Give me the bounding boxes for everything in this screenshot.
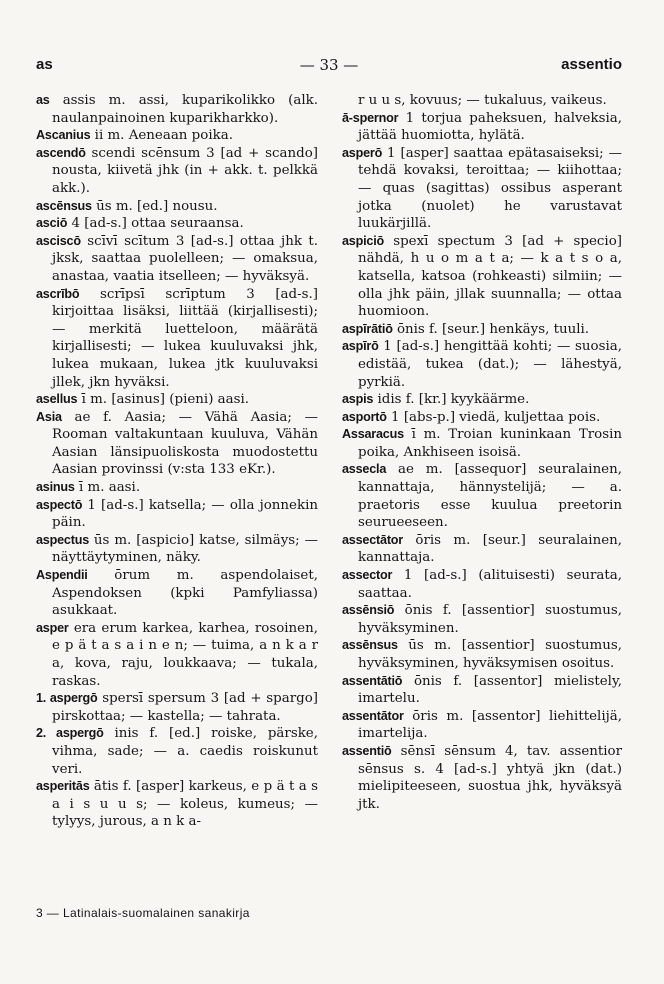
dictionary-entry xyxy=(36,620,318,690)
dictionary-entry xyxy=(342,92,622,110)
entry-headword: 2. aspergō xyxy=(36,726,104,741)
entry-definition: sēnsī sēnsum 4, tav. assentior sēnsus s. 4 [ad-s.] yhtyä jkn (dat.) mielipiteeseen, suostua jhk, hyväksyä jtk. xyxy=(358,743,622,812)
entry-headword: assentātiō xyxy=(342,673,403,688)
entry-definition: ātis f. [asper] karkeus, e p ä t a s a i s u u s; — koleus, kumeus; — tylyys, jurous, a n k a- xyxy=(52,779,318,830)
page-footer: 3 — Latinalais-suomalainen sanakirja xyxy=(36,906,250,920)
entry-headword: aspis xyxy=(342,392,374,407)
entry-headword: asciō xyxy=(36,216,68,231)
entry-headword: asciscō xyxy=(36,233,81,248)
dictionary-entry xyxy=(342,145,622,233)
dictionary-entry xyxy=(36,778,318,831)
dictionary-entry xyxy=(342,602,622,637)
dictionary-entry xyxy=(342,233,622,321)
dictionary-entry xyxy=(342,532,622,567)
entry-headword: assectātor xyxy=(342,532,404,547)
entry-definition: ōnis f. [seur.] henkäys, tuuli. xyxy=(392,321,590,337)
entry-definition: ūs m. [aspicio] katse, silmäys; — näyttäytyminen, näky. xyxy=(52,532,318,566)
dictionary-entry xyxy=(36,532,318,567)
entry-headword: ascēnsus xyxy=(36,198,92,213)
dictionary-entry xyxy=(36,497,318,532)
dictionary-entry xyxy=(342,637,622,672)
entry-definition: ūs m. [assentior] suostumus, hyväksyminen, hyväksymisen osoitus. xyxy=(358,638,622,671)
entry-definition: 1 [ad-s.] hengittää kohti; — suosia, edistää, tukea (dat.); — lähestyä, pyrkiä. xyxy=(358,339,622,390)
entry-definition: inis f. [ed.] roiske, pärske, vihma, sade; — a. caedis roiskunut veri. xyxy=(52,726,318,777)
dictionary-entry xyxy=(342,708,622,743)
dictionary-entry xyxy=(36,286,318,392)
entry-headword: asperō xyxy=(342,145,383,160)
entry-definition: scīvī scītum 3 [ad-s.] ottaa jhk t. jksk, saattaa puolelleen; — omaksua, anastaa, vaatia itselleen; — hyväksyä. xyxy=(52,233,318,284)
dictionary-entry xyxy=(342,321,622,339)
entry-headword: aspectō xyxy=(36,497,83,512)
entry-definition: 1 torjua paheksuen, halveksia, jättää huomiotta, hylätä. xyxy=(358,110,622,144)
dictionary-entry xyxy=(36,725,318,778)
entry-definition: ae f. Aasia; — Vähä Aasia; — Rooman valtakuntaan kuuluva, Vähän Aasian länsipuoliskosta muodostettu Aasian provinssi (v:sta 133 eKr.). xyxy=(52,409,318,478)
dictionary-entry xyxy=(342,426,622,461)
entry-definition: era erum karkea, karhea, rosoinen, e p ä t a s a i n e n; — tuima, a n k a r a, kova, raju, loukkaava; — tukala, raskas. xyxy=(52,620,318,689)
entry-definition: ī m. Troian kuninkaan Trosin poika, Ankhiseen isoisä. xyxy=(358,427,622,460)
dictionary-entry xyxy=(342,673,622,708)
page-header xyxy=(36,56,622,80)
dictionary-entry xyxy=(36,198,318,216)
left-column xyxy=(36,92,318,831)
page-number: — 33 — xyxy=(299,56,359,74)
dictionary-entry xyxy=(36,479,318,497)
entry-headword: assecla xyxy=(342,462,387,477)
dictionary-entry xyxy=(36,215,318,233)
entry-definition: ii m. Aeneaan poika. xyxy=(90,128,233,144)
dictionary-entry xyxy=(36,233,318,286)
dictionary-entry xyxy=(36,145,318,198)
dictionary-entry xyxy=(36,409,318,479)
entry-headword: asper xyxy=(36,620,69,635)
entry-definition: ōris m. [seur.] seuralainen, kannattaja. xyxy=(358,532,622,566)
entry-headword: asinus xyxy=(36,480,75,495)
entry-definition: r u u s, kovuus; — tukaluus, vaikeus. xyxy=(358,93,607,108)
entry-headword: asperitās xyxy=(36,779,90,794)
entry-definition: 1 [ad-s.] (alituisesti) seurata, saattaa. xyxy=(358,568,622,601)
entry-headword: assentātor xyxy=(342,708,404,723)
header-left-guideword: as xyxy=(36,56,53,73)
dictionary-entry xyxy=(342,391,622,409)
dictionary-entry xyxy=(36,127,318,145)
dictionary-entry xyxy=(342,110,622,145)
entry-definition: 1 [ad-s.] katsella; — olla jonnekin päin. xyxy=(52,497,318,531)
entry-definition: ōnis f. [assentior] suostumus, hyväksyminen. xyxy=(358,603,622,636)
entry-headword: Assaracus xyxy=(342,427,404,442)
entry-headword: aspectus xyxy=(36,532,89,547)
entry-definition: 1 [abs-p.] viedä, kuljettaa pois. xyxy=(386,409,601,425)
dictionary-entry xyxy=(342,338,622,391)
entry-headword: Aspendii xyxy=(36,568,88,583)
entry-headword: ascendō xyxy=(36,145,86,160)
dictionary-entry xyxy=(342,567,622,602)
entry-definition: 4 [ad-s.] ottaa seuraansa. xyxy=(67,216,244,232)
entry-definition: assis m. assi, kuparikolikko (alk. naulanpainoinen kuparikharkko). xyxy=(49,93,318,126)
dictionary-entry xyxy=(36,92,318,127)
entry-definition: spexī spectum 3 [ad + specio] nähdä, h u o m a t a; — k a t s o a, katsella, katsoa (rohkeasti) silmiin; — olla jhk päin, jllak suunnalla; — ottaa huomioon. xyxy=(358,233,622,320)
entry-headword: assēnsiō xyxy=(342,603,395,618)
entry-headword: asellus xyxy=(36,392,78,407)
entry-headword: assector xyxy=(342,568,393,583)
entry-definition: ōris m. [assentor] liehittelijä, imartelija. xyxy=(358,708,622,742)
entry-definition: ae m. [assequor] seuralainen, kannattaja, hännystelijä; — a. praetoris esse kuulua preetorin seurueeseen. xyxy=(358,462,622,531)
entry-definition: ī m. aasi. xyxy=(74,480,141,496)
entry-definition: ōrum m. aspendolaiset, Aspendoksen (kpki Pamfyliassa) asukkaat. xyxy=(52,568,318,619)
entry-headword: as xyxy=(36,93,50,107)
dictionary-entry xyxy=(342,743,622,813)
entry-headword: Asia xyxy=(36,409,62,424)
right-column xyxy=(342,92,622,813)
header-right-guideword: assentio xyxy=(561,56,622,73)
dictionary-entry xyxy=(36,391,318,409)
entry-definition: idis f. [kr.] kyykäärme. xyxy=(373,392,530,408)
entry-headword: 1. aspergō xyxy=(36,691,98,706)
entry-headword: assentiō xyxy=(342,743,392,758)
entry-headword: ā-spernor xyxy=(342,110,399,125)
entry-headword: aspīrātiō xyxy=(342,321,393,336)
dictionary-entry xyxy=(36,690,318,725)
dictionary-entry xyxy=(342,461,622,531)
dictionary-entry xyxy=(342,409,622,427)
entry-headword: aspīrō xyxy=(342,339,379,354)
entry-definition: ōnis f. [assentor] mielistely, imartelu. xyxy=(358,673,622,707)
entry-headword: ascrībō xyxy=(36,286,80,301)
entry-definition: scrīpsī scrīptum 3 [ad-s.] kirjoittaa lisäksi, liittää (kirjallisesti); — merkitä luetteloon, määrätä kirjallisesti; — lukea kuuluvaksi jhk, lukea mukaan, lukea jtk kuuluvaksi jllek, jkn hyväksi. xyxy=(52,286,318,390)
entry-headword: Ascanius xyxy=(36,128,91,143)
entry-definition: ī m. [asinus] (pieni) aasi. xyxy=(77,392,250,408)
entry-definition: 1 [asper] saattaa epätasaiseksi; — tehdä kovaksi, teroittaa; — kiihottaa; — quas (sagittas) ossibus asperant jotka (nuolet) he varustavat luukärjillä. xyxy=(358,145,622,232)
entry-headword: assēnsus xyxy=(342,638,398,653)
dictionary-entry xyxy=(36,567,318,620)
entry-definition: scendi scēnsum 3 [ad + scando] nousta, kiivetä jhk (in + akk. t. pelkkä akk.). xyxy=(52,145,318,196)
entry-headword: asportō xyxy=(342,409,387,424)
entry-definition: ūs m. [ed.] nousu. xyxy=(91,198,218,214)
entry-headword: aspiciō xyxy=(342,233,384,248)
entry-definition: spersī spersum 3 [ad + spargo] pirskottaa; — kastella; — tahrata. xyxy=(52,691,318,724)
